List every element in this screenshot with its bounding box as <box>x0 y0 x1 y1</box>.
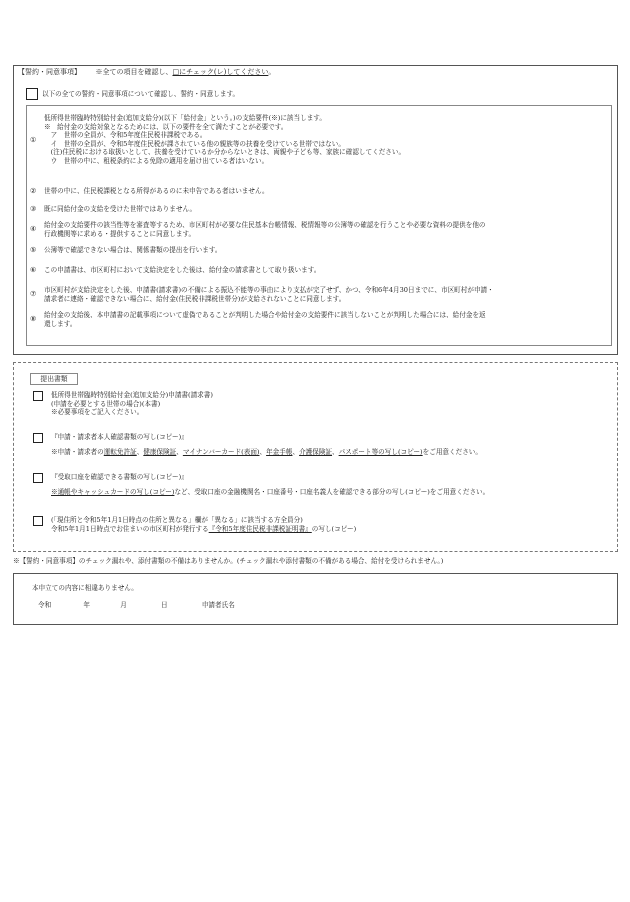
documents-section <box>13 362 618 552</box>
pledge-header: 【誓約・同意事項】 ※全ての項目を確認し、□にチェック(レ)してください。 <box>18 68 276 76</box>
pledge-item-text <box>44 286 605 303</box>
pledge-item-line: 給付金の支給後、本申請書の記載事項について虚偽であることが判明した場合や給付金の支給要件に該当しないことが判明した場合には、給付金を返 <box>44 311 486 319</box>
doc-application-note: ※必要事項をご記入ください。 <box>51 408 144 417</box>
doc-bank-title: 『受取口座を確認できる書類の写し(コピー)』 <box>51 473 188 481</box>
doc-id-title: 『申請・請求者本人確認書類の写し(コピー)』 <box>51 433 188 441</box>
applicant-name-label: 申請者氏名 <box>201 601 235 609</box>
documents-title: 提出書類 <box>30 373 78 385</box>
confirmation-statement: 本申立ての内容に相違ありません。 <box>32 584 138 592</box>
doc-application-title: 低所得世帯臨時特別給付金(追加支給分)申請書(請求書) <box>51 391 213 399</box>
pledge-item-number: ⑧ <box>30 315 37 323</box>
pledge-header-note-underlined: □にチェック(レ)してください <box>172 68 269 76</box>
pledge-item <box>30 311 605 328</box>
pledge-item-line: 市区町村が支給決定をした後、申請書(請求書)の不備による振込不能等の事由により支払が完了せず、かつ、令和6年4月30日までに、市区町村が申請・ <box>44 286 494 294</box>
pledge-header-note: ※全ての項目を確認し、 <box>95 68 173 76</box>
pledge-item-number: ① <box>30 136 37 144</box>
pledge-item <box>30 114 605 165</box>
doc-bank-note: ※通帳やキャッシュカードの写し(コピー)など、受取口座の金融機関名・口座番号・口座名義人を確認できる部分の写し(コピー)をご用意ください。 <box>51 487 490 496</box>
pledge-item <box>30 221 605 238</box>
pledge-item-line: (注)住民税における取扱いとして、扶養を受けているか分からないときは、両親や子ども等、家族に確認してください。 <box>44 148 406 157</box>
doc-id-note: ※申請・請求者の運転免許証、健康保険証、マイナンバーカード(表面)、年金手帳、介護保険証、パスポート等の写し(コピー)をご用意ください。 <box>51 447 482 456</box>
pledge-item-number: ⑦ <box>30 290 37 298</box>
pledge-item-line: 低所得世帯臨時特別給付金(追加支給分)(以下「給付金」という。)の支給要件(※)に該当します。 <box>44 114 326 122</box>
pledge-item <box>30 286 605 303</box>
pledge-item-line: イ 世帯の全員が、令和5年度住民税が課されている他の親族等の扶養を受けている世帯ではない。 <box>44 139 345 148</box>
pledge-item-number: ④ <box>30 225 37 233</box>
doc-application-checkbox[interactable] <box>33 391 43 401</box>
pledge-item-text <box>44 187 605 196</box>
pledge-item-line: 請求者に連絡・確認できない場合に、給付金(住民税非課税世帯分)が支給されないことに同意します。 <box>44 294 346 303</box>
pledge-header-label: 【誓約・同意事項】 <box>18 68 81 76</box>
pledge-item-text <box>44 114 605 165</box>
doc-bank-checkbox[interactable] <box>33 473 43 483</box>
year-label: 年 <box>83 601 90 609</box>
doc-tax-condition: (「現住所と令和5年1月1日時点の住所と異なる」欄が「異なる」に該当する方全員分) <box>51 516 303 524</box>
doc-bank <box>51 473 489 496</box>
pledge-item-line: ※ 給付金の支給対象となるためには、以下の要件を全て満たすことが必要です。 <box>44 122 288 131</box>
pledge-item-line: 給付金の支給要件の該当性等を審査等するため、市区町村が必要な住民基本台帳情報、税情報等の公簿等の確認を行うことや必要な資料の提供を他の <box>44 221 486 229</box>
pledge-item-line: この申請書は、市区町村において支給決定をした後は、給付金の請求書として取り扱います。 <box>44 266 321 274</box>
all-agree-checkbox[interactable] <box>26 88 38 100</box>
doc-tax-note: 令和5年1月1日時点でお住まいの市区町村が発行する『令和5年度住民税非課税証明書』の写し(コピー) <box>51 524 357 533</box>
doc-id-checkbox[interactable] <box>33 433 43 443</box>
date-row <box>38 601 235 610</box>
era-label: 令和 <box>38 601 52 609</box>
pledge-item-text <box>44 246 605 255</box>
doc-application-condition: (申請を必要とする世帯の場合)(本書) <box>51 399 161 408</box>
pledge-item-line: 行政機関等に求める・提供することに同意します。 <box>44 229 196 238</box>
doc-tax-checkbox[interactable] <box>33 516 43 526</box>
pledge-item-number: ② <box>30 187 37 195</box>
pledge-item <box>30 246 605 255</box>
pledge-item-number: ⑤ <box>30 246 37 254</box>
pledge-item-line: 世帯の中に、住民税課税となる所得があるのに未申告である者はいません。 <box>44 187 269 195</box>
pledge-section <box>13 65 618 355</box>
pledge-item-text <box>44 205 605 214</box>
pledge-item-line: 還します。 <box>44 319 77 328</box>
all-agree-row <box>26 88 239 100</box>
pledge-items-box <box>26 105 612 346</box>
doc-tax <box>51 516 356 533</box>
all-agree-label: 以下の全ての誓約・同意事項について確認し、誓約・同意します。 <box>42 89 240 98</box>
pledge-item <box>30 266 605 275</box>
pledge-item-number: ⑥ <box>30 266 37 274</box>
pledge-item-text <box>44 266 605 275</box>
pledge-item <box>30 187 605 196</box>
pledge-item <box>30 205 605 214</box>
month-label: 月 <box>120 601 127 609</box>
pledge-item-line: ウ 世帯の中に、租税条約による免除の適用を届け出ている者はいない。 <box>44 156 269 165</box>
pledge-item-text <box>44 221 605 238</box>
doc-application <box>51 391 213 417</box>
check-notice: ※【誓約・同意事項】のチェック漏れや、添付書類の不備はありませんか。(チェック漏れや添付書類の不備がある場合、給付を受けられません。) <box>13 557 444 565</box>
confirmation-section <box>13 573 618 625</box>
pledge-item-line: 既に同給付金の支給を受けた世帯ではありません。 <box>44 205 197 213</box>
pledge-item-line: 公簿等で確認できない場合は、関係書類の提出を行います。 <box>44 246 222 254</box>
pledge-item-number: ③ <box>30 205 37 213</box>
pledge-item-text <box>44 311 605 328</box>
day-label: 日 <box>161 601 168 609</box>
doc-id <box>51 433 482 456</box>
pledge-item-line: ア 世帯の全員が、令和5年度住民税非課税である。 <box>44 131 207 140</box>
